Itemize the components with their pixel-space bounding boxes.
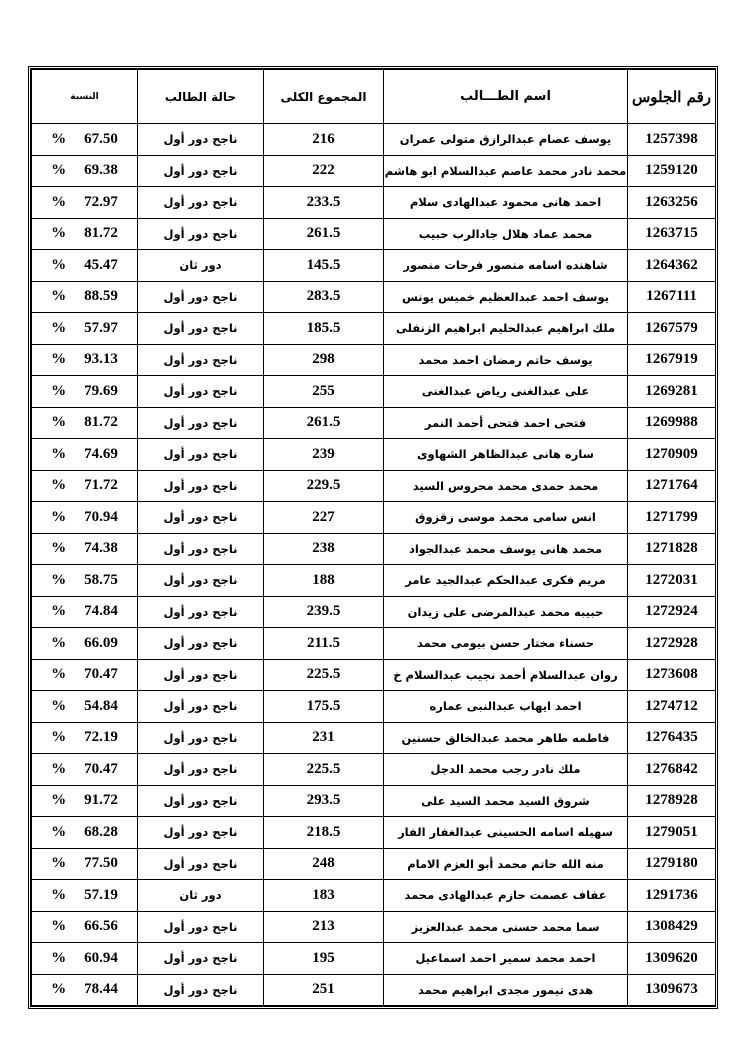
total-score-cell: 229.5 bbox=[264, 470, 384, 502]
percentage-value: 81.72 bbox=[84, 225, 118, 242]
percentage-cell bbox=[32, 817, 138, 849]
percent-sign: % bbox=[51, 288, 67, 305]
header-percentage: النسبة bbox=[32, 70, 138, 124]
percentage-cell bbox=[32, 313, 138, 345]
percentage-cell bbox=[32, 943, 138, 975]
student-name-cell: حسناء مختار حسن بيومى محمد bbox=[384, 628, 628, 660]
student-name-cell: فاطمه طاهر محمد عبدالخالق حسنين bbox=[384, 722, 628, 754]
student-name-cell: هدى تيمور مجدى ابراهيم محمد bbox=[384, 974, 628, 1006]
student-status-cell: ناجح دور أول bbox=[138, 533, 264, 565]
total-score-cell: 195 bbox=[264, 943, 384, 975]
student-name-cell: فتحى احمد فتحى أحمد النمر bbox=[384, 407, 628, 439]
percentage-value: 45.47 bbox=[84, 256, 118, 273]
percentage-value: 68.28 bbox=[84, 823, 118, 840]
total-score-cell: 225.5 bbox=[264, 754, 384, 786]
student-name-cell: ملك نادر رجب محمد الدجل bbox=[384, 754, 628, 786]
header-seat-number: رقم الجلوس bbox=[628, 70, 716, 124]
seat-number-cell: 1267111 bbox=[628, 281, 716, 313]
seat-number-cell: 1272928 bbox=[628, 628, 716, 660]
table-row bbox=[32, 691, 716, 723]
percentage-cell bbox=[32, 407, 138, 439]
percent-sign: % bbox=[51, 256, 67, 273]
percentage-cell bbox=[32, 187, 138, 219]
student-status-cell: ناجح دور أول bbox=[138, 817, 264, 849]
percentage-cell bbox=[32, 911, 138, 943]
percentage-value: 67.50 bbox=[84, 130, 118, 147]
total-score-cell: 239.5 bbox=[264, 596, 384, 628]
total-score-cell: 185.5 bbox=[264, 313, 384, 345]
percent-sign: % bbox=[51, 981, 67, 998]
total-score-cell: 239 bbox=[264, 439, 384, 471]
student-status-cell: ناجح دور أول bbox=[138, 974, 264, 1006]
student-name-cell: محمد حمدى محمد محروس السيد bbox=[384, 470, 628, 502]
student-name-cell: احمد هانى محمود عبدالهادى سلام bbox=[384, 187, 628, 219]
percentage-cell bbox=[32, 218, 138, 250]
seat-number-cell: 1273608 bbox=[628, 659, 716, 691]
seat-number-cell: 1309620 bbox=[628, 943, 716, 975]
table-row bbox=[32, 596, 716, 628]
seat-number-cell: 1257398 bbox=[628, 124, 716, 156]
table-row bbox=[32, 943, 716, 975]
percentage-cell bbox=[32, 250, 138, 282]
percentage-value: 66.56 bbox=[84, 918, 118, 935]
student-name-cell: عفاف عصمت حازم عبدالهادى محمد bbox=[384, 880, 628, 912]
student-status-cell: ناجح دور أول bbox=[138, 407, 264, 439]
seat-number-cell: 1264362 bbox=[628, 250, 716, 282]
total-score-cell: 231 bbox=[264, 722, 384, 754]
percentage-value: 54.84 bbox=[84, 697, 118, 714]
percentage-value: 93.13 bbox=[84, 351, 118, 368]
percentage-value: 78.44 bbox=[84, 981, 118, 998]
percent-sign: % bbox=[51, 414, 67, 431]
percent-sign: % bbox=[51, 162, 67, 179]
student-status-cell: ناجح دور أول bbox=[138, 218, 264, 250]
percent-sign: % bbox=[51, 319, 67, 336]
total-score-cell: 248 bbox=[264, 848, 384, 880]
percentage-cell bbox=[32, 691, 138, 723]
percent-sign: % bbox=[51, 382, 67, 399]
percentage-cell bbox=[32, 533, 138, 565]
percentage-value: 70.47 bbox=[84, 760, 118, 777]
percent-sign: % bbox=[51, 571, 67, 588]
table-row bbox=[32, 533, 716, 565]
student-status-cell: ناجح دور أول bbox=[138, 628, 264, 660]
total-score-cell: 213 bbox=[264, 911, 384, 943]
percentage-value: 70.47 bbox=[84, 666, 118, 683]
student-status-cell: ناجح دور أول bbox=[138, 943, 264, 975]
student-status-cell: ناجح دور أول bbox=[138, 659, 264, 691]
header-student-name: اسم الطـــالب bbox=[384, 70, 628, 124]
percentage-value: 91.72 bbox=[84, 792, 118, 809]
percentage-value: 69.38 bbox=[84, 162, 118, 179]
percentage-cell bbox=[32, 281, 138, 313]
seat-number-cell: 1279180 bbox=[628, 848, 716, 880]
student-status-cell: ناجح دور أول bbox=[138, 754, 264, 786]
student-status-cell: ناجح دور أول bbox=[138, 470, 264, 502]
percentage-cell bbox=[32, 754, 138, 786]
seat-number-cell: 1263715 bbox=[628, 218, 716, 250]
total-score-cell: 298 bbox=[264, 344, 384, 376]
seat-number-cell: 1278928 bbox=[628, 785, 716, 817]
student-status-cell: ناجح دور أول bbox=[138, 785, 264, 817]
table-row bbox=[32, 250, 716, 282]
seat-number-cell: 1270909 bbox=[628, 439, 716, 471]
student-status-cell: ناجح دور أول bbox=[138, 911, 264, 943]
student-name-cell: حبيبه محمد عبدالمرضى على زيدان bbox=[384, 596, 628, 628]
student-name-cell: احمد ايهاب عبدالنبى عماره bbox=[384, 691, 628, 723]
seat-number-cell: 1269988 bbox=[628, 407, 716, 439]
seat-number-cell: 1308429 bbox=[628, 911, 716, 943]
total-score-cell: 238 bbox=[264, 533, 384, 565]
header-student-status: حالة الطالب bbox=[138, 70, 264, 124]
table-row bbox=[32, 785, 716, 817]
student-name-cell: محمد هانى يوسف محمد عبدالجواد bbox=[384, 533, 628, 565]
seat-number-cell: 1272031 bbox=[628, 565, 716, 597]
percentage-value: 88.59 bbox=[84, 288, 118, 305]
student-name-cell: يوسف احمد عبدالعظيم خميس يونس bbox=[384, 281, 628, 313]
seat-number-cell: 1263256 bbox=[628, 187, 716, 219]
total-score-cell: 211.5 bbox=[264, 628, 384, 660]
percent-sign: % bbox=[51, 760, 67, 777]
seat-number-cell: 1272924 bbox=[628, 596, 716, 628]
percentage-value: 58.75 bbox=[84, 571, 118, 588]
seat-number-cell: 1309673 bbox=[628, 974, 716, 1006]
student-status-cell: ناجح دور أول bbox=[138, 502, 264, 534]
percent-sign: % bbox=[51, 855, 67, 872]
student-status-cell: ناجح دور أول bbox=[138, 187, 264, 219]
total-score-cell: 218.5 bbox=[264, 817, 384, 849]
percentage-value: 70.94 bbox=[84, 508, 118, 525]
table-row bbox=[32, 911, 716, 943]
total-score-cell: 255 bbox=[264, 376, 384, 408]
seat-number-cell: 1274712 bbox=[628, 691, 716, 723]
student-name-cell: ساره هانى عبدالظاهر الشهاوى bbox=[384, 439, 628, 471]
student-status-cell: ناجح دور أول bbox=[138, 376, 264, 408]
percentage-cell bbox=[32, 439, 138, 471]
table-row bbox=[32, 502, 716, 534]
table-row bbox=[32, 817, 716, 849]
student-name-cell: سهيله اسامه الحسينى عبدالغفار الفار bbox=[384, 817, 628, 849]
student-status-cell: ناجح دور أول bbox=[138, 124, 264, 156]
percent-sign: % bbox=[51, 697, 67, 714]
student-status-cell: ناجح دور أول bbox=[138, 722, 264, 754]
student-status-cell: ناجح دور أول bbox=[138, 344, 264, 376]
total-score-cell: 233.5 bbox=[264, 187, 384, 219]
seat-number-cell: 1276842 bbox=[628, 754, 716, 786]
table-row bbox=[32, 439, 716, 471]
total-score-cell: 225.5 bbox=[264, 659, 384, 691]
percentage-cell bbox=[32, 848, 138, 880]
percent-sign: % bbox=[51, 823, 67, 840]
student-status-cell: ناجح دور أول bbox=[138, 155, 264, 187]
percentage-cell bbox=[32, 502, 138, 534]
total-score-cell: 261.5 bbox=[264, 218, 384, 250]
percent-sign: % bbox=[51, 130, 67, 147]
seat-number-cell: 1271799 bbox=[628, 502, 716, 534]
seat-number-cell: 1271764 bbox=[628, 470, 716, 502]
table-row bbox=[32, 722, 716, 754]
student-name-cell: شاهنده اسامه منصور فرحات منصور bbox=[384, 250, 628, 282]
student-name-cell: يوسف حاتم رمضان احمد محمد bbox=[384, 344, 628, 376]
table-row bbox=[32, 344, 716, 376]
student-name-cell: سما محمد حسنى محمد عبدالعزيز bbox=[384, 911, 628, 943]
table-row bbox=[32, 659, 716, 691]
seat-number-cell: 1276435 bbox=[628, 722, 716, 754]
percentage-cell bbox=[32, 722, 138, 754]
total-score-cell: 188 bbox=[264, 565, 384, 597]
total-score-cell: 175.5 bbox=[264, 691, 384, 723]
seat-number-cell: 1259120 bbox=[628, 155, 716, 187]
table-row bbox=[32, 565, 716, 597]
student-status-cell: ناجح دور أول bbox=[138, 439, 264, 471]
seat-number-cell: 1267919 bbox=[628, 344, 716, 376]
percent-sign: % bbox=[51, 666, 67, 683]
table-row bbox=[32, 124, 716, 156]
percentage-cell bbox=[32, 565, 138, 597]
table-row bbox=[32, 376, 716, 408]
percentage-cell bbox=[32, 596, 138, 628]
percent-sign: % bbox=[51, 477, 67, 494]
student-status-cell: ناجح دور أول bbox=[138, 691, 264, 723]
student-name-cell: محمد عماد هلال جادالرب حبيب bbox=[384, 218, 628, 250]
seat-number-cell: 1269281 bbox=[628, 376, 716, 408]
percent-sign: % bbox=[51, 792, 67, 809]
percentage-cell bbox=[32, 155, 138, 187]
table-row bbox=[32, 155, 716, 187]
total-score-cell: 261.5 bbox=[264, 407, 384, 439]
percent-sign: % bbox=[51, 634, 67, 651]
table-row bbox=[32, 880, 716, 912]
percent-sign: % bbox=[51, 225, 67, 242]
student-name-cell: محمد نادر محمد عاصم عبدالسلام ابو هاشم bbox=[384, 155, 628, 187]
percentage-value: 71.72 bbox=[84, 477, 118, 494]
student-status-cell: دور ثان bbox=[138, 250, 264, 282]
percentage-value: 74.69 bbox=[84, 445, 118, 462]
results-sheet bbox=[28, 66, 718, 1009]
table-row bbox=[32, 187, 716, 219]
percentage-value: 74.84 bbox=[84, 603, 118, 620]
total-score-cell: 227 bbox=[264, 502, 384, 534]
percentage-cell bbox=[32, 659, 138, 691]
table-row bbox=[32, 754, 716, 786]
header-row bbox=[32, 70, 716, 124]
student-name-cell: شروق السيد محمد السيد على bbox=[384, 785, 628, 817]
student-name-cell: مريم فكرى عبدالحكم عبدالجيد عامر bbox=[384, 565, 628, 597]
percentage-value: 81.72 bbox=[84, 414, 118, 431]
percent-sign: % bbox=[51, 193, 67, 210]
student-status-cell: ناجح دور أول bbox=[138, 848, 264, 880]
header-total-score: المجموع الكلى bbox=[264, 70, 384, 124]
percentage-value: 57.97 bbox=[84, 319, 118, 336]
percentage-cell bbox=[32, 376, 138, 408]
table-row bbox=[32, 218, 716, 250]
total-score-cell: 183 bbox=[264, 880, 384, 912]
percentage-cell bbox=[32, 880, 138, 912]
student-status-cell: دور ثان bbox=[138, 880, 264, 912]
seat-number-cell: 1291736 bbox=[628, 880, 716, 912]
percent-sign: % bbox=[51, 603, 67, 620]
percent-sign: % bbox=[51, 445, 67, 462]
total-score-cell: 145.5 bbox=[264, 250, 384, 282]
percentage-value: 57.19 bbox=[84, 886, 118, 903]
seat-number-cell: 1271828 bbox=[628, 533, 716, 565]
student-status-cell: ناجح دور أول bbox=[138, 281, 264, 313]
percentage-cell bbox=[32, 344, 138, 376]
student-name-cell: يوسف عصام عبدالرازق متولى عمران bbox=[384, 124, 628, 156]
student-name-cell: روان عبدالسلام أحمد نجيب عبدالسلام خ bbox=[384, 659, 628, 691]
percentage-cell bbox=[32, 470, 138, 502]
student-status-cell: ناجح دور أول bbox=[138, 596, 264, 628]
student-name-cell: انس سامى محمد موسى زقزوق bbox=[384, 502, 628, 534]
student-status-cell: ناجح دور أول bbox=[138, 565, 264, 597]
percentage-value: 77.50 bbox=[84, 855, 118, 872]
percentage-value: 79.69 bbox=[84, 382, 118, 399]
percent-sign: % bbox=[51, 886, 67, 903]
results-table bbox=[31, 69, 716, 1006]
table-row bbox=[32, 628, 716, 660]
table-row bbox=[32, 281, 716, 313]
table-row bbox=[32, 470, 716, 502]
table-row bbox=[32, 313, 716, 345]
percentage-value: 72.19 bbox=[84, 729, 118, 746]
percentage-value: 66.09 bbox=[84, 634, 118, 651]
seat-number-cell: 1267579 bbox=[628, 313, 716, 345]
percentage-cell bbox=[32, 785, 138, 817]
percentage-value: 72.97 bbox=[84, 193, 118, 210]
student-name-cell: احمد محمد سمير احمد اسماعيل bbox=[384, 943, 628, 975]
percentage-value: 60.94 bbox=[84, 949, 118, 966]
total-score-cell: 251 bbox=[264, 974, 384, 1006]
percent-sign: % bbox=[51, 949, 67, 966]
percent-sign: % bbox=[51, 508, 67, 525]
student-status-cell: ناجح دور أول bbox=[138, 313, 264, 345]
percentage-cell bbox=[32, 628, 138, 660]
table-row bbox=[32, 407, 716, 439]
student-name-cell: ملك ابراهيم عبدالحليم ابراهيم الزنفلى bbox=[384, 313, 628, 345]
results-body bbox=[32, 124, 716, 1006]
percent-sign: % bbox=[51, 729, 67, 746]
total-score-cell: 216 bbox=[264, 124, 384, 156]
percentage-cell bbox=[32, 124, 138, 156]
total-score-cell: 222 bbox=[264, 155, 384, 187]
percentage-value: 74.38 bbox=[84, 540, 118, 557]
table-row bbox=[32, 974, 716, 1006]
percentage-cell bbox=[32, 974, 138, 1006]
total-score-cell: 293.5 bbox=[264, 785, 384, 817]
percent-sign: % bbox=[51, 540, 67, 557]
student-name-cell: على عبدالغنى رياض عبدالغنى bbox=[384, 376, 628, 408]
table-row bbox=[32, 848, 716, 880]
seat-number-cell: 1279051 bbox=[628, 817, 716, 849]
student-name-cell: منه الله حاتم محمد أبو العزم الامام bbox=[384, 848, 628, 880]
percent-sign: % bbox=[51, 351, 67, 368]
total-score-cell: 283.5 bbox=[264, 281, 384, 313]
percent-sign: % bbox=[51, 918, 67, 935]
